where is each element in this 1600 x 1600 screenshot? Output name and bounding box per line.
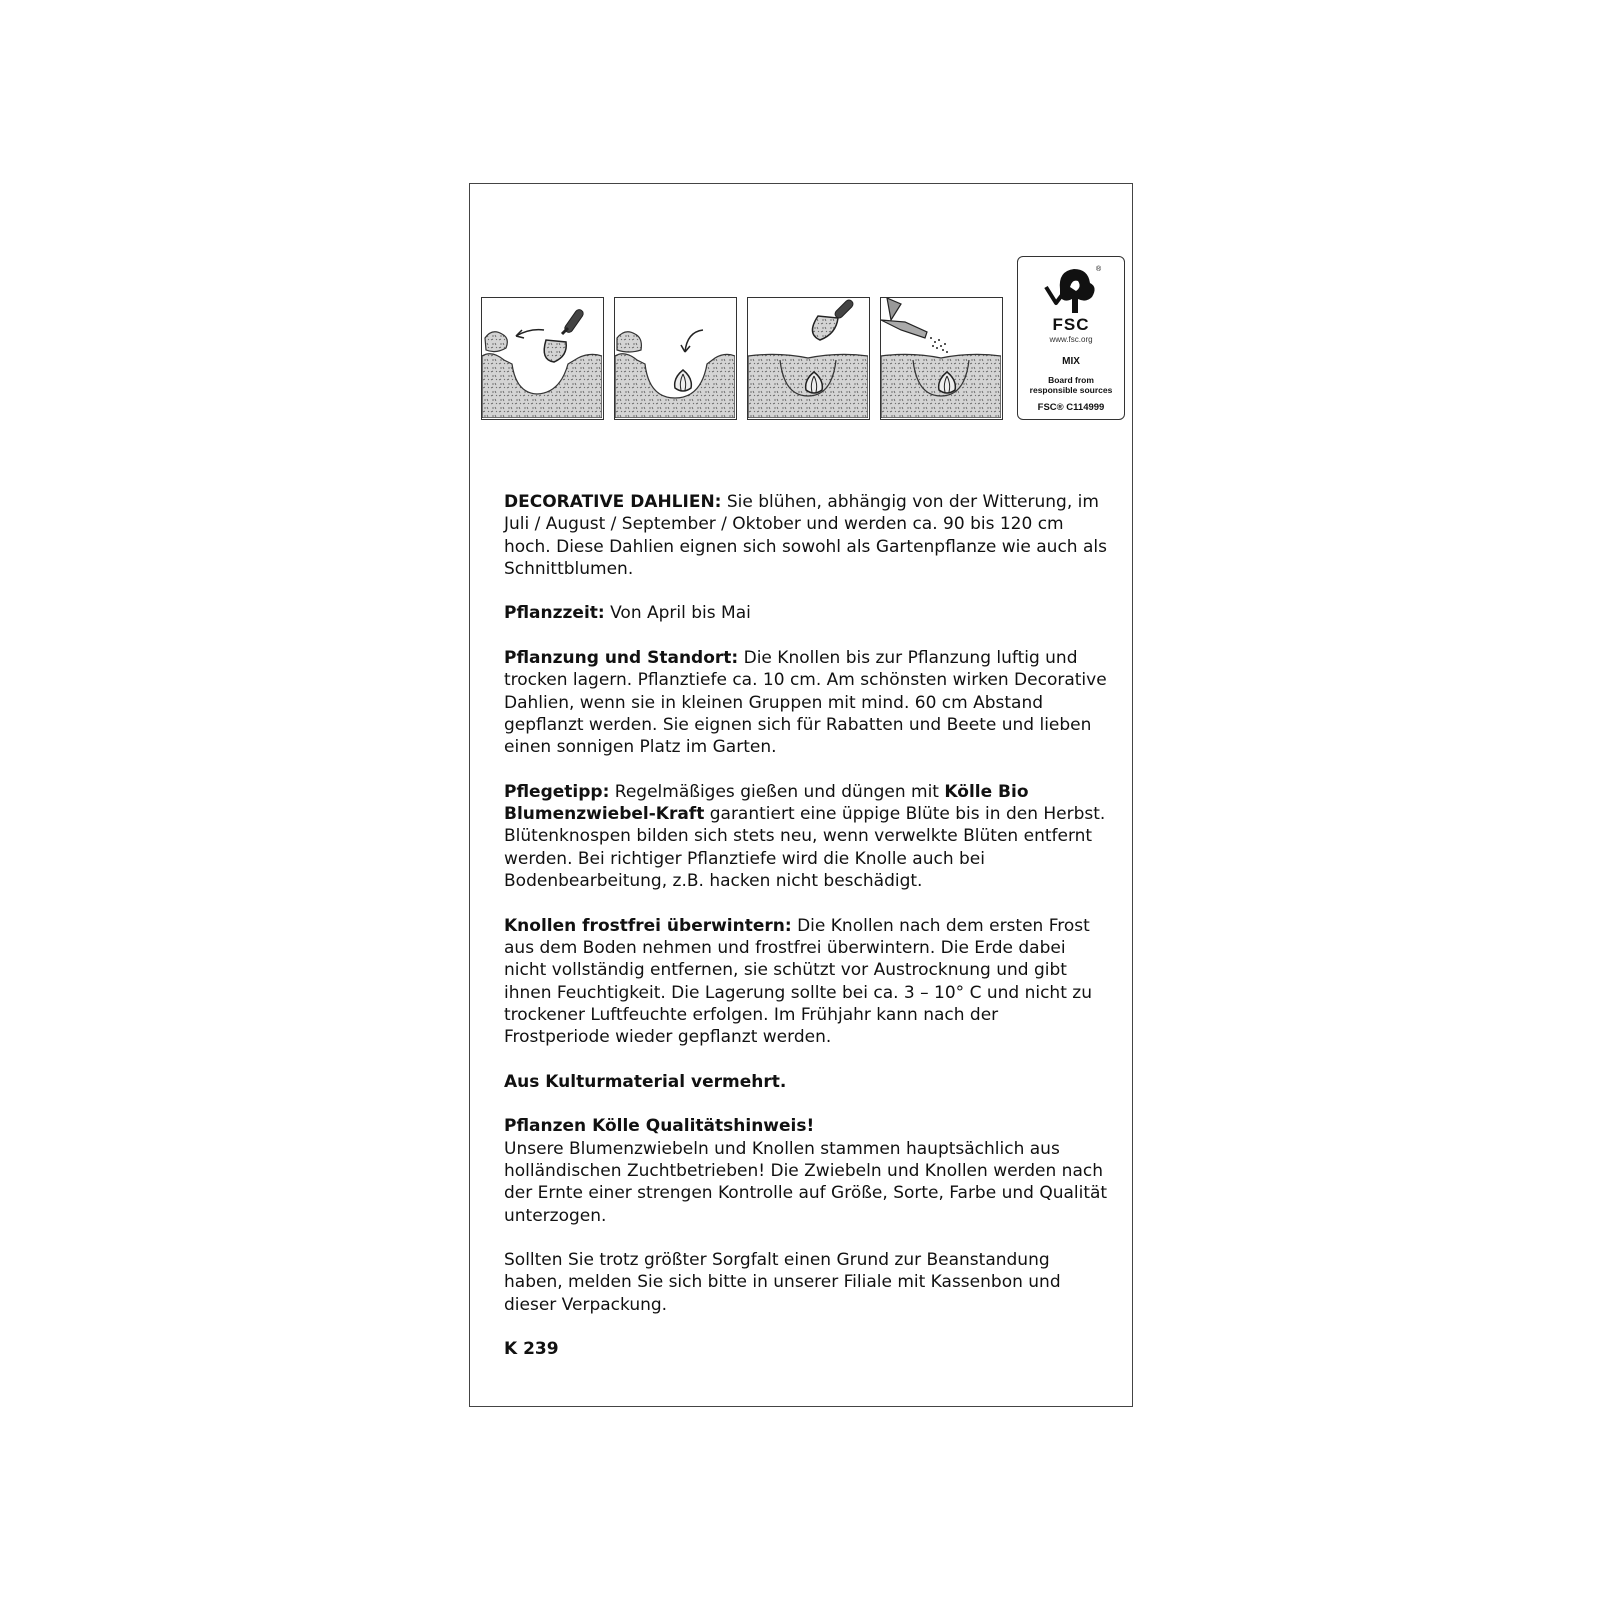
section-pflanzzeit: Pflanzzeit: Von April bis Mai — [504, 603, 751, 624]
watering-can-icon — [881, 298, 1001, 418]
trowel-cover-icon — [748, 298, 868, 418]
fsc-board-text: Board from responsible sources — [1029, 375, 1113, 395]
section-pflegetipp: Pflegetipp: Regelmäßiges gießen und düngen mit Kölle Bio Blumenzwiebel-Kraft garantiert eine üppige Blüte bis in den Herbst. Blütenknospen bilden sich stets neu, wenn verwelkte Blüten entfernt werden. Bei richtiger Pflanztiefe wird die Knolle auch bei Bodenbearbeitung, z.B. hacken nicht beschädigt. — [504, 781, 1106, 892]
section-knollen: Knollen frostfrei überwintern: Die Knollen nach dem ersten Frost aus dem Boden nehmen und frostfrei überwintern. Die Erde dabei nicht vollständig entfernen, sie schützt vor Austrocknung und gibt ihnen Feuchtigkeit. Die Lagerung sollte bei ca. 3 – 10° C und nicht zu trockener Luftfeuchte erfolgen. Im Frühjahr kann nach der Frostperiode wieder gepflanzt werden. — [504, 915, 1092, 1048]
illustration-place-bulb — [614, 297, 737, 420]
svg-text:®: ® — [1096, 266, 1102, 273]
section-complaint: Sollten Sie trotz größter Sorgfalt einen Grund zur Beanstandung haben, melden Sie sich bitte in unserer Filiale mit Kassenbon und dieser Verpackung. — [504, 1250, 1061, 1315]
illustration-water — [880, 297, 1003, 420]
section-pflanzung: Pflanzung und Standort: Die Knollen bis zur Pflanzung luftig und trocken lagern. Pflanztiefe ca. 10 cm. Am schönsten wirken Decorative Dahlien, wenn sie in kleinen Gruppen mit mind. 60 cm Abstand gepflanzt werden. Sie eignen sich für Rabatten und Beete und lieben einen sonnigen Platz im Garten. — [504, 648, 1107, 758]
fsc-tree-icon — [1042, 263, 1102, 317]
illustration-cover-soil — [747, 297, 870, 420]
fsc-mix: MIX — [1062, 356, 1080, 367]
fsc-license-code: FSC® C114999 — [1037, 402, 1105, 413]
trowel-dig-icon — [482, 298, 602, 418]
fsc-wordmark: FSC — [1052, 315, 1090, 334]
fsc-logo — [1017, 256, 1125, 420]
section-quality: Pflanzen Kölle Qualitätshinweis! Unsere Blumenzwiebeln und Knollen stammen hauptsächlich aus holländischen Zuchtbetrieben! Die Zwiebeln und Knollen werden nach der Ernte einer strengen Kontrolle auf Größe, Sorte, Farbe und Qualität unterzogen. — [504, 1116, 1108, 1226]
section-kultur: Aus Kulturmaterial vermehrt. — [504, 1071, 787, 1092]
fsc-url: www.fsc.org — [1049, 335, 1093, 344]
section-decorative: DECORATIVE DAHLIEN: Sie blühen, abhängig von der Witterung, im Juli / August / September / Oktober und werden ca. 90 bis 120 cm hoch. Diese Dahlien eignen sich sowohl als Gartenpflanze wie auch als Schnittblumen. — [504, 492, 1107, 579]
bulb-placement-icon — [615, 298, 735, 418]
illustration-dig-hole — [481, 297, 604, 420]
instructions-text — [504, 491, 1108, 1383]
article-code: K 239 — [504, 1339, 559, 1360]
